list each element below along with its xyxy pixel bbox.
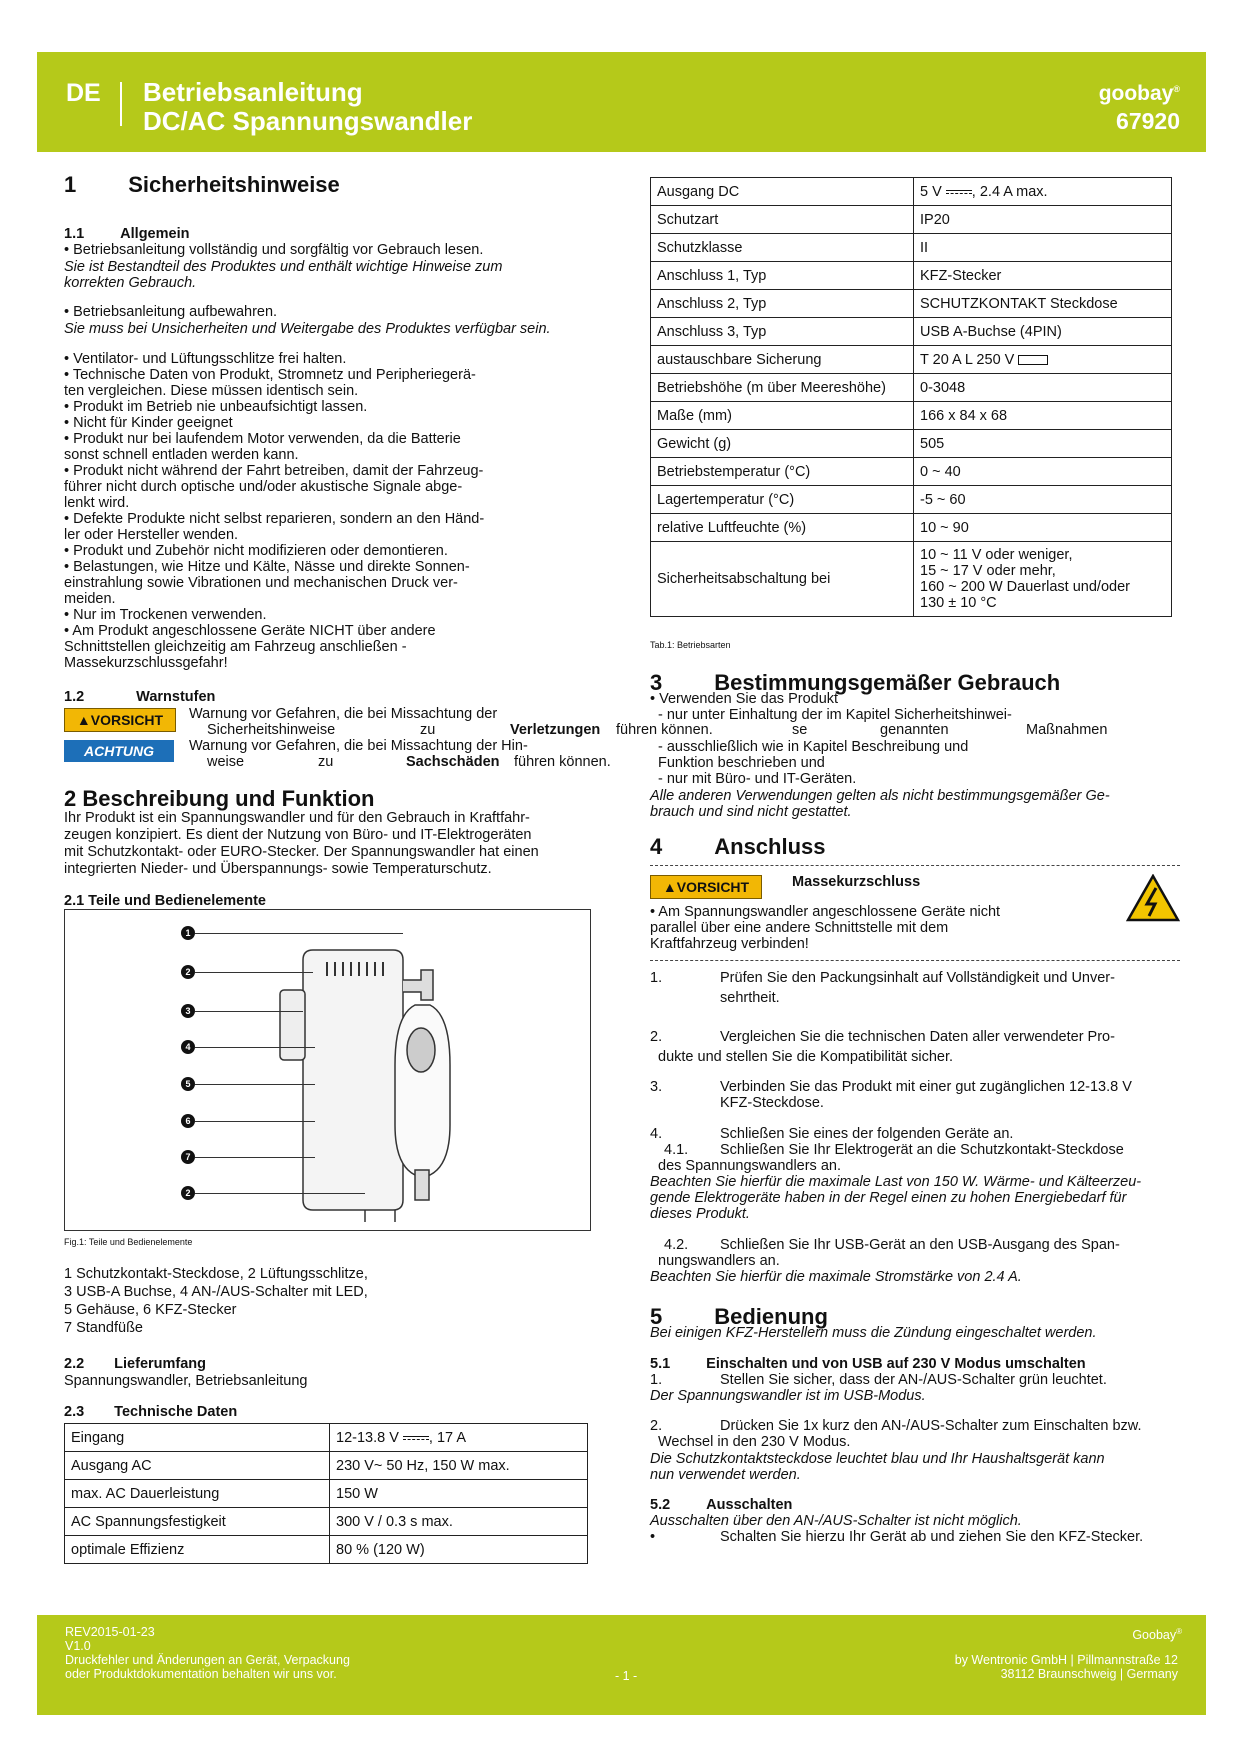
section-2-3-heading: 2.3 Technische Daten: [64, 1404, 238, 1420]
page-header: [37, 52, 1206, 152]
list-item: • Produkt nur bei laufendem Motor verwenden, da die Batterie: [64, 431, 461, 447]
page-number: - 1 -: [615, 1669, 638, 1683]
table-cell: Maße (mm): [651, 402, 914, 430]
table-row: [651, 486, 1172, 514]
table-cell: 0-3048: [914, 374, 1172, 402]
list-item: • Defekte Produkte nicht selbst reparieren, sondern an den Händ-: [64, 511, 485, 527]
step-text: Schalten Sie hierzu Ihr Gerät ab und ziehen Sie den KFZ-Stecker.: [720, 1529, 1144, 1545]
section-3-heading: 3 Bestimmungsgemäßer Gebrauch: [650, 670, 1061, 695]
text-line: Sie muss bei Unsicherheiten und Weitergabe des Produktes verfügbar sein.: [64, 321, 551, 337]
tech-data-table-right: [650, 177, 1172, 617]
warning-text: parallel über eine andere Schnittstelle mit dem: [650, 920, 949, 936]
list-item: ten vergleichen. Diese müssen identisch sein.: [64, 383, 359, 399]
list-item: lenkt wird.: [64, 495, 130, 511]
table-cell: AC Spannungsfestigkeit: [65, 1508, 330, 1536]
note-text: Beachten Sie hierfür die maximale Last von 150 W. Wärme- und Kälteerzeu-: [650, 1174, 1142, 1190]
parts-line: 7 Standfüße: [64, 1320, 143, 1336]
parts-line: 5 Gehäuse, 6 KFZ-Stecker: [64, 1302, 237, 1318]
achtung-badge: ACHTUNG: [64, 740, 174, 762]
list-item: • Nur im Trockenen verwenden.: [64, 607, 267, 623]
callout-marker: 7: [181, 1150, 195, 1164]
list-item: führer nicht durch optische und/oder akustische Signale abge-: [64, 479, 463, 495]
table-cell: Schutzklasse: [651, 234, 914, 262]
table-row: [65, 1452, 588, 1480]
step-number: 1.: [650, 1372, 663, 1388]
text-line: - nur mit Büro- und IT-Geräten.: [658, 771, 857, 787]
table-cell: 5 V , 2.4 A max.: [914, 178, 1172, 206]
step-number: 4.1.: [664, 1142, 689, 1158]
list-item: • Technische Daten von Produkt, Stromnetz und Peripheriegerä-: [64, 367, 476, 383]
table-cell: Anschluss 2, Typ: [651, 290, 914, 318]
article-number: 67920: [1116, 108, 1180, 134]
table-cell: 12-13.8 V , 17 A: [330, 1424, 588, 1452]
table-cell: Sicherheitsabschaltung bei: [651, 542, 914, 617]
list-item: • Am Produkt angeschlossene Geräte NICHT über andere: [64, 623, 436, 639]
callout-line: [195, 1121, 315, 1122]
paragraph-line: integrierten Nieder- und Überspannungs- sowie Temperaturschutz.: [64, 861, 492, 877]
table-cell: 300 V / 0.3 s max.: [330, 1508, 588, 1536]
list-item: sonst schnell entladen werden kann.: [64, 447, 299, 463]
text-line: genannten: [880, 722, 949, 738]
step-number: •: [650, 1529, 656, 1545]
product-figure: [64, 909, 591, 1231]
note-text: dieses Produkt.: [650, 1206, 750, 1222]
table-cell: Lagertemperatur (°C): [651, 486, 914, 514]
table-cell: KFZ-Stecker: [914, 262, 1172, 290]
step-number: 4.: [650, 1126, 663, 1142]
step-text: Drücken Sie 1x kurz den AN-/AUS-Schalter zum Einschalten bzw.: [720, 1418, 1142, 1434]
parts-line: 3 USB-A Buchse, 4 AN-/AUS-Schalter mit LED,: [64, 1284, 368, 1300]
disclaimer: oder Produktdokumentation behalten wir uns vor.: [65, 1667, 337, 1681]
table-cell: Schutzart: [651, 206, 914, 234]
table-cell: -5 ~ 60: [914, 486, 1172, 514]
text-line: Alle anderen Verwendungen gelten als nicht bestimmungsgemäßer Ge-: [650, 788, 1110, 804]
paragraph-line: Ihr Produkt ist ein Spannungswandler und für den Gebrauch in Kraftfahr-: [64, 810, 530, 826]
step-text: sehrtheit.: [720, 990, 780, 1006]
text-line: Sie ist Bestandteil des Produktes und enthält wichtige Hinweise zum: [64, 259, 503, 275]
step-number: 1.: [650, 970, 663, 986]
divider: [650, 960, 1180, 961]
text-line: • Betriebsanleitung aufbewahren.: [64, 304, 278, 320]
callout-line: [195, 933, 403, 934]
table-cell: max. AC Dauerleistung: [65, 1480, 330, 1508]
product-drawing: [65, 910, 590, 1230]
revision: REV2015-01-23: [65, 1625, 155, 1639]
step-text: Schließen Sie Ihr Elektrogerät an die Schutzkontakt-Steckdose: [720, 1142, 1124, 1158]
callout-line: [195, 1011, 303, 1012]
paragraph-line: zeugen konzipiert. Es dient der Nutzung von Büro- und IT-Elektrogeräten: [64, 827, 532, 843]
table-cell: 0 ~ 40: [914, 458, 1172, 486]
note-text: gende Elektrogeräte haben in der Regel einen zu hohen Energiebedarf für: [650, 1190, 1127, 1206]
table-caption: Tab.1: Betriebsarten: [650, 640, 731, 650]
callout-marker: 2: [181, 1186, 195, 1200]
figure-caption: Fig.1: Teile und Bedienelemente: [64, 1237, 193, 1247]
table-cell: Betriebstemperatur (°C): [651, 458, 914, 486]
list-item: • Belastungen, wie Hitze und Kälte, Nässe und direkte Sonnen-: [64, 559, 470, 575]
warning-text: Kraftfahrzeug verbinden!: [650, 936, 809, 952]
warning-text: zu: [420, 722, 436, 738]
table-cell: 505: [914, 430, 1172, 458]
table-cell: 80 % (120 W): [330, 1536, 588, 1564]
disclaimer: Druckfehler und Änderungen an Gerät, Verpackung: [65, 1653, 350, 1667]
step-text: Stellen Sie sicher, dass der AN-/AUS-Schalter grün leuchtet.: [720, 1372, 1107, 1388]
warning-text: führen können.: [514, 754, 611, 770]
note-text: nun verwendet werden.: [650, 1467, 801, 1483]
version: V1.0: [65, 1639, 91, 1653]
section-5-heading: 5 Bedienung: [650, 1304, 828, 1329]
table-cell: optimale Effizienz: [65, 1536, 330, 1564]
product-title: DC/AC Spannungswandler: [143, 106, 473, 136]
company-address: 38112 Braunschweig | Germany: [1000, 1667, 1178, 1681]
list-item: meiden.: [64, 591, 116, 607]
table-cell: 230 V~ 50 Hz, 150 W max.: [330, 1452, 588, 1480]
section-4-heading: 4 Anschluss: [650, 834, 826, 859]
text-line: Funktion beschrieben und: [658, 755, 825, 771]
note-text: Die Schutzkontaktsteckdose leuchtet blau und Ihr Haushaltsgerät kann: [650, 1451, 1105, 1467]
text-line: - ausschließlich wie in Kapitel Beschreibung und: [658, 739, 969, 755]
tech-data-table-left: [64, 1423, 588, 1564]
table-row: [651, 346, 1172, 374]
callout-line: [195, 1047, 315, 1048]
table-cell: Ausgang DC: [651, 178, 914, 206]
table-row: [651, 262, 1172, 290]
list-item: • Ventilator- und Lüftungsschlitze frei halten.: [64, 351, 347, 367]
warning-text: führen können.: [616, 722, 713, 738]
vorsicht-badge: ▲VORSICHT: [64, 708, 176, 732]
note-text: Der Spannungswandler ist im USB-Modus.: [650, 1388, 926, 1404]
list-item: • Produkt nicht während der Fahrt betreiben, damit der Fahrzeug-: [64, 463, 484, 479]
step-text: Wechsel in den 230 V Modus.: [658, 1434, 851, 1450]
warning-text: zu: [318, 754, 334, 770]
list-item: einstrahlung sowie Vibrationen und mechanischen Druck ver-: [64, 575, 458, 591]
table-cell: SCHUTZKONTAKT Steckdose: [914, 290, 1172, 318]
callout-marker: 4: [181, 1040, 195, 1054]
page-footer: [37, 1615, 1206, 1715]
section-5-1-heading: 5.1 Einschalten und von USB auf 230 V Modus umschalten: [650, 1356, 1086, 1372]
table-row: [65, 1424, 588, 1452]
step-text: nungswandlers an.: [658, 1253, 780, 1269]
table-cell: 10 ~ 11 V oder weniger, 15 ~ 17 V oder mehr, 160 ~ 200 W Dauerlast und/oder 130 ± 10 °C: [914, 542, 1172, 617]
callout-line: [195, 1084, 315, 1085]
table-row: [651, 430, 1172, 458]
text-line: Maßnahmen: [1026, 722, 1108, 738]
table-cell: USB A-Buchse (4PIN): [914, 318, 1172, 346]
warning-text: Verletzungen: [510, 722, 601, 738]
table-row: [65, 1536, 588, 1564]
text-line: brauch und sind nicht gestattet.: [650, 804, 852, 820]
callout-marker: 3: [181, 1004, 195, 1018]
table-row: [651, 234, 1172, 262]
step-text: Prüfen Sie den Packungsinhalt auf Vollständigkeit und Unver-: [720, 970, 1115, 986]
list-item: • Produkt im Betrieb nie unbeaufsichtigt lassen.: [64, 399, 368, 415]
table-cell: Ausgang AC: [65, 1452, 330, 1480]
section-1-2-heading: 1.2 Warnstufen: [64, 689, 216, 705]
parts-line: 1 Schutzkontakt-Steckdose, 2 Lüftungsschlitze,: [64, 1266, 368, 1282]
step-text: KFZ-Steckdose.: [720, 1095, 824, 1111]
list-item: • Produkt und Zubehör nicht modifizieren oder demontieren.: [64, 543, 448, 559]
text-line: korrekten Gebrauch.: [64, 275, 197, 291]
step-number: 4.2.: [664, 1237, 689, 1253]
table-cell: 166 x 84 x 68: [914, 402, 1172, 430]
table-row: [65, 1480, 588, 1508]
table-row: [651, 402, 1172, 430]
table-row: [651, 458, 1172, 486]
table-cell: IP20: [914, 206, 1172, 234]
table-cell: 150 W: [330, 1480, 588, 1508]
callout-line: [195, 1157, 315, 1158]
vorsicht-badge: ▲VORSICHT: [650, 875, 762, 899]
table-row: [651, 178, 1172, 206]
table-cell: relative Luftfeuchte (%): [651, 514, 914, 542]
table-row: [65, 1508, 588, 1536]
table-row: [651, 514, 1172, 542]
section-2-1-heading: 2.1 Teile und Bedienelemente: [64, 893, 266, 909]
warning-text: Warnung vor Gefahren, die bei Missachtung der: [189, 706, 498, 722]
warning-text: Sachschäden: [406, 754, 500, 770]
step-text: dukte und stellen Sie die Kompatibilität sicher.: [658, 1049, 954, 1065]
list-item: • Nicht für Kinder geeignet: [64, 415, 233, 431]
dc-symbol-icon: [946, 190, 972, 194]
fuse-icon: [1018, 355, 1048, 365]
table-cell: Eingang: [65, 1424, 330, 1452]
text-line: - nur unter Einhaltung der im Kapitel Sicherheitshinwei-: [658, 707, 1012, 723]
header-divider: [120, 82, 122, 126]
table-row: [651, 542, 1172, 617]
doc-title: Betriebsanleitung: [143, 77, 363, 107]
callout-line: [195, 1193, 365, 1194]
callout-marker: 5: [181, 1077, 195, 1091]
electric-hazard-icon: [1126, 874, 1180, 922]
warning-text: Sicherheitshinweise: [207, 722, 336, 738]
delivery-text: Spannungswandler, Betriebsanleitung: [64, 1373, 308, 1389]
callout-marker: 6: [181, 1114, 195, 1128]
section-1-1-heading: 1.1 Allgemein: [64, 226, 190, 242]
warning-text: • Am Spannungswandler angeschlossene Geräte nicht: [650, 904, 1001, 920]
step-text: Verbinden Sie das Produkt mit einer gut zugänglichen 12-13.8 V: [720, 1079, 1132, 1095]
section-2-2-heading: 2.2 Lieferumfang: [64, 1356, 207, 1372]
table-row: [651, 374, 1172, 402]
footer-brand: Goobay®: [1132, 1627, 1182, 1643]
language-code: DE: [66, 79, 101, 107]
callout-line: [195, 972, 313, 973]
step-number: 2.: [650, 1029, 663, 1045]
table-cell: 10 ~ 90: [914, 514, 1172, 542]
warning-title: Massekurzschluss: [792, 874, 921, 890]
text-line: Bei einigen KFZ-Herstellern muss die Zündung eingeschaltet werden.: [650, 1325, 1097, 1341]
divider: [650, 865, 1180, 866]
note-text: Ausschalten über den AN-/AUS-Schalter ist nicht möglich.: [650, 1513, 1022, 1529]
step-text: Schließen Sie Ihr USB-Gerät an den USB-Ausgang des Span-: [720, 1237, 1120, 1253]
paragraph-line: mit Schutzkontakt- oder EURO-Stecker. Der Spannungswandler hat einen: [64, 844, 539, 860]
section-1-heading: 1 Sicherheitshinweise: [64, 172, 340, 197]
warning-text: weise: [207, 754, 245, 770]
list-item: ler oder Hersteller wenden.: [64, 527, 239, 543]
table-cell: Betriebshöhe (m über Meereshöhe): [651, 374, 914, 402]
dc-symbol-icon: [403, 1436, 429, 1440]
list-item: Massekurzschlussgefahr!: [64, 655, 228, 671]
section-5-2-heading: 5.2 Ausschalten: [650, 1497, 793, 1513]
brand-logo: goobay®: [1098, 82, 1180, 105]
table-row: [651, 318, 1172, 346]
step-text: Schließen Sie eines der folgenden Geräte an.: [720, 1126, 1014, 1142]
text-line: se: [792, 722, 808, 738]
section-2-heading: 2 Beschreibung und Funktion: [64, 786, 375, 811]
callout-marker: 1: [181, 926, 195, 940]
table-cell: Anschluss 1, Typ: [651, 262, 914, 290]
table-cell: T 20 A L 250 V: [914, 346, 1172, 374]
text-line: • Betriebsanleitung vollständig und sorgfältig vor Gebrauch lesen.: [64, 242, 484, 258]
note-text: Beachten Sie hierfür die maximale Stromstärke von 2.4 A.: [650, 1269, 1022, 1285]
step-text: des Spannungswandlers an.: [658, 1158, 841, 1174]
table-cell: II: [914, 234, 1172, 262]
table-row: [651, 206, 1172, 234]
table-cell: Gewicht (g): [651, 430, 914, 458]
warning-text: Warnung vor Gefahren, die bei Missachtung der Hin-: [189, 738, 528, 754]
step-text: Vergleichen Sie die technischen Daten aller verwendeter Pro-: [720, 1029, 1115, 1045]
table-cell: Anschluss 3, Typ: [651, 318, 914, 346]
list-item: Schnittstellen gleichzeitig am Fahrzeug anschließen -: [64, 639, 407, 655]
step-number: 3.: [650, 1079, 663, 1095]
table-cell: austauschbare Sicherung: [651, 346, 914, 374]
company-address: by Wentronic GmbH | Pillmannstraße 12: [954, 1653, 1178, 1667]
text-line: • Verwenden Sie das Produkt: [650, 691, 839, 707]
table-row: [651, 290, 1172, 318]
callout-marker: 2: [181, 965, 195, 979]
step-number: 2.: [650, 1418, 663, 1434]
